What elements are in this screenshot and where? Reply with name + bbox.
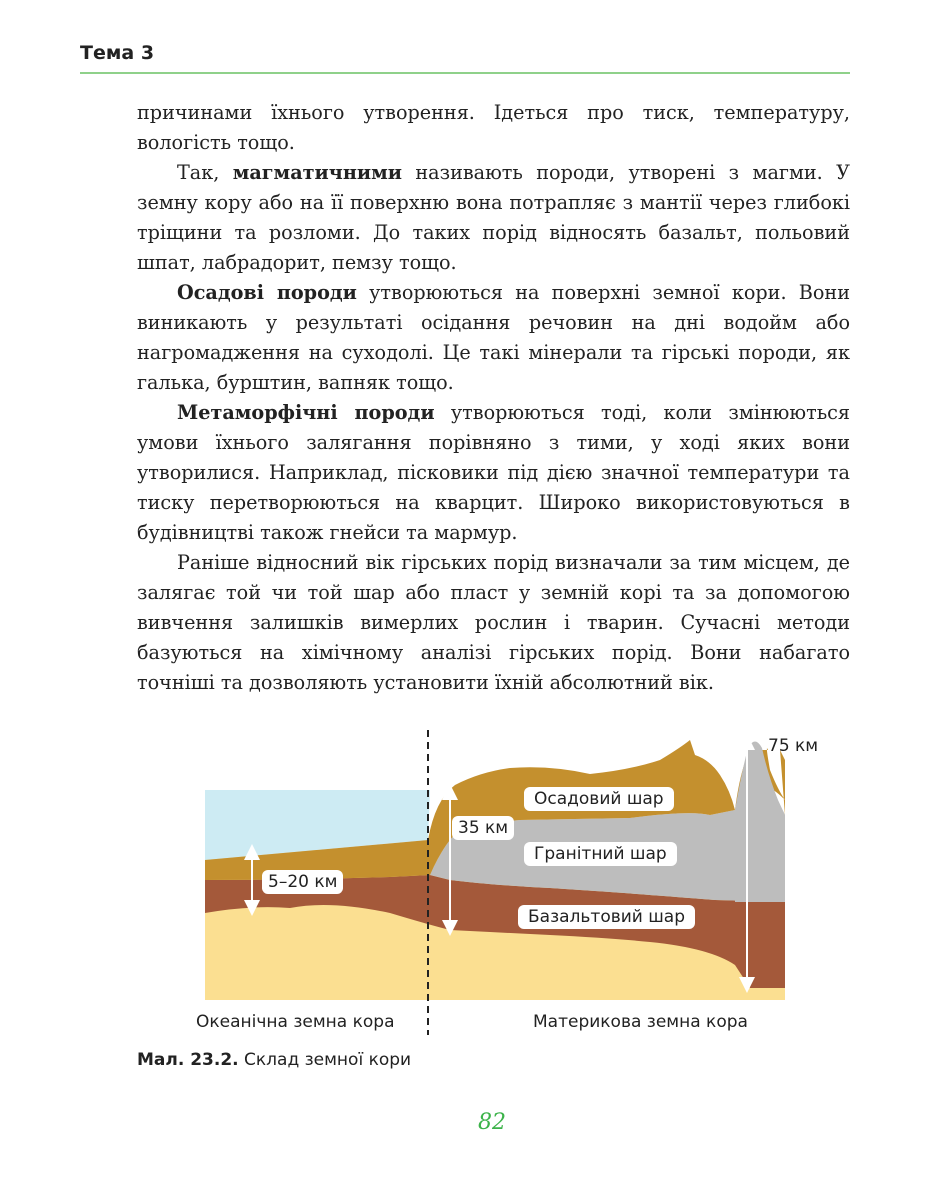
header-divider: [80, 72, 850, 74]
mountain-peak: [735, 742, 785, 903]
paragraph-2-body: називають породи, утворені з магми. У земну кору або на її поверхню вона потрапляє з мантії через глибокі тріщини та розломи. До таких порід відносять базальт, польовий шпат, лабрадорит, пемзу тощо.: [137, 161, 850, 274]
caption-text: Склад земної кори: [238, 1050, 412, 1070]
paragraph-3-body: утворюються на поверхні земної кори. Вони виникають у результаті осідання речовин на дні водойм або нагромадження на суходолі. Це такі мінерали та гірські породи, як галька, бурштин, вапняк тощо.: [137, 281, 850, 394]
paragraph-4-body: утворюються тоді, коли змінюються умови їхнього залягання порівняно з тими, у ході яких вони утворилися. Наприклад, пісковики під дією значної температури та тиску перетворюються на кварцит. Широко використовуються в будівництві також гнейси та мармур.: [137, 401, 850, 544]
paragraph-3: [137, 278, 850, 398]
label-continental-crust: Материкова земна кора: [533, 1012, 748, 1032]
label-oceanic-thickness: 5–20 км: [262, 870, 343, 894]
paragraph-2: [137, 158, 850, 278]
term-sedimentary: Осадові породи: [177, 281, 357, 304]
paragraph-5: Раніше відносний вік гірських порід визначали за тим місцем, де залягає той чи той шар або пласт у земній корі та за допомогою вивчення залишків вимерлих рослин і тварин. Сучасні методи базуються на хімічному аналізі гірських порід. Вони набагато точніші та дозволяють установити їхній абсолютний вік.: [137, 551, 850, 694]
label-granite-layer: Гранітний шар: [524, 842, 677, 866]
topic-header: Тема 3: [80, 42, 155, 64]
paragraph-1: причинами їхнього утворення. Ідеться про тиск, температуру, вологість тощо.: [137, 101, 850, 154]
paragraph-4: [137, 398, 850, 548]
label-continental-thickness: 35 км: [452, 816, 514, 840]
earth-crust-diagram: [190, 730, 830, 1050]
label-oceanic-crust: Океанічна земна кора: [196, 1012, 395, 1032]
page-number: 82: [478, 1110, 506, 1135]
body-text: [137, 98, 850, 698]
caption-number: Мал. 23.2.: [137, 1050, 239, 1070]
label-sediment-layer: Осадовий шар: [524, 787, 674, 811]
term-magmatic: магматичними: [232, 161, 402, 184]
label-basalt-layer: Базальтовий шар: [518, 905, 695, 929]
paragraph-2-intro: Так,: [177, 161, 233, 184]
figure-caption: [137, 1050, 411, 1070]
term-metamorphic: Метаморфічні породи: [177, 401, 435, 424]
label-mountain-thickness: 75 км: [768, 736, 819, 756]
